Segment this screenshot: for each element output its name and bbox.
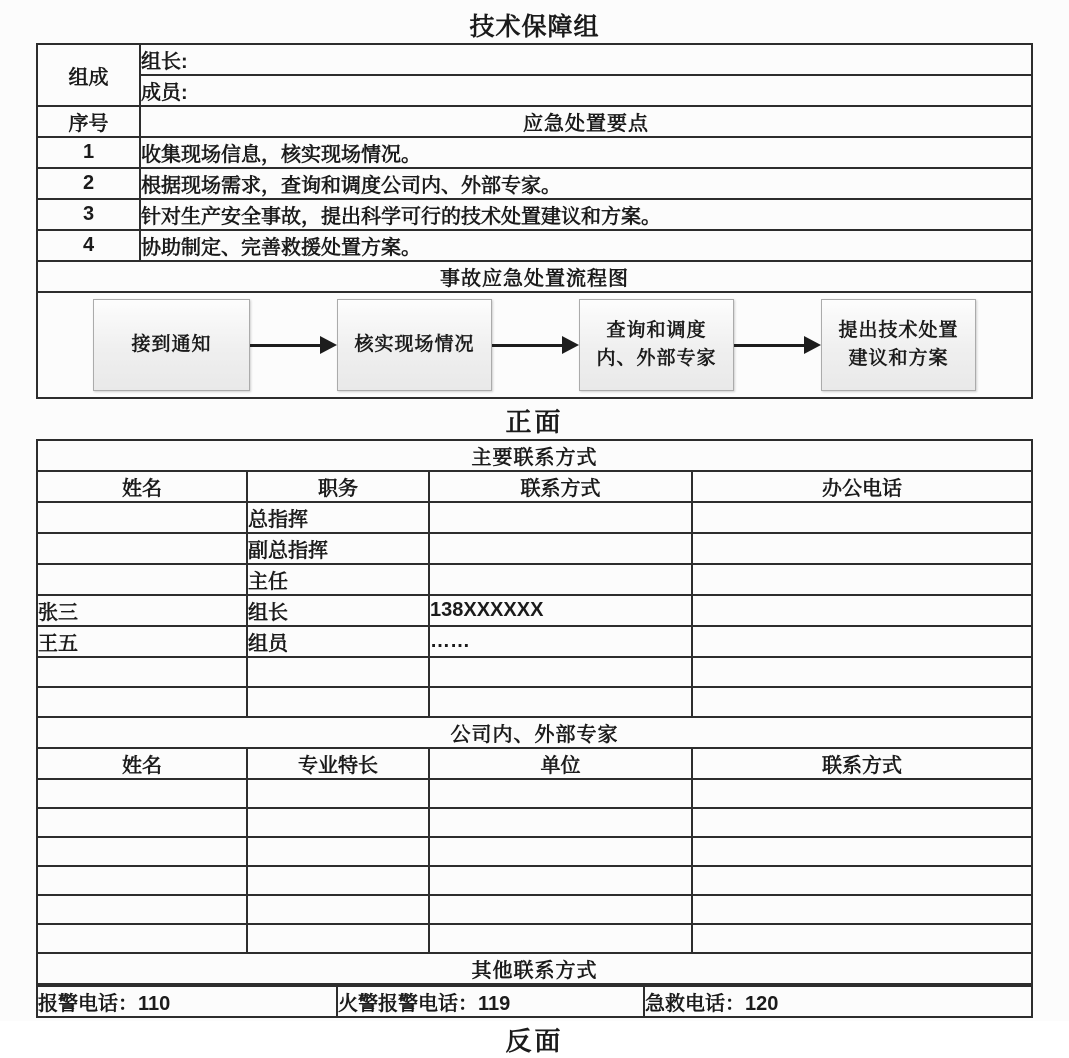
points-row bbox=[37, 168, 1032, 199]
role-cell: 组长 bbox=[247, 595, 429, 626]
table-row bbox=[37, 75, 1032, 106]
expert-row bbox=[37, 779, 1032, 808]
point-number: 4 bbox=[37, 230, 140, 261]
page-title: 技术保障组 bbox=[469, 13, 600, 41]
contacts-title: 主要联系方式 bbox=[37, 440, 1032, 471]
contact-cell bbox=[429, 533, 692, 564]
flowchart bbox=[38, 293, 1031, 397]
points-row bbox=[37, 199, 1032, 230]
leader-field: 组长: bbox=[140, 44, 1032, 75]
contact-cell bbox=[429, 657, 692, 687]
column-header: 姓名 bbox=[37, 471, 247, 502]
name-cell bbox=[37, 533, 247, 564]
point-number: 3 bbox=[37, 199, 140, 230]
arrow-right-icon bbox=[492, 344, 562, 347]
members-field: 成员: bbox=[140, 75, 1032, 106]
contact-row bbox=[37, 564, 1032, 595]
point-text: 根据现场需求，查询和调度公司内、外部专家。 bbox=[140, 168, 1032, 199]
points-row bbox=[37, 230, 1032, 261]
back-table bbox=[36, 439, 1033, 985]
contact-row bbox=[37, 626, 1032, 657]
flow-step-2 bbox=[337, 299, 492, 391]
flow-step-1 bbox=[93, 299, 250, 391]
table-row bbox=[37, 44, 1032, 75]
flowchart-title: 事故应急处置流程图 bbox=[37, 261, 1032, 292]
name-cell bbox=[37, 502, 247, 533]
column-header: 姓名 bbox=[37, 748, 247, 779]
contact-row bbox=[37, 502, 1032, 533]
column-header: 联系方式 bbox=[692, 748, 1032, 779]
ambulance-phone: 急救电话：120 bbox=[644, 986, 1032, 1017]
expert-row bbox=[37, 837, 1032, 866]
flow-step-label: 核实现场情况 bbox=[354, 334, 475, 356]
point-text: 协助制定、完善救援处置方案。 bbox=[140, 230, 1032, 261]
contact-row bbox=[37, 595, 1032, 626]
role-cell: 总指挥 bbox=[247, 502, 429, 533]
role-cell: 副总指挥 bbox=[247, 533, 429, 564]
front-table bbox=[36, 43, 1033, 399]
flow-step-label: 查询和调度 bbox=[606, 320, 707, 342]
fire-phone: 火警报警电话：119 bbox=[337, 986, 644, 1017]
office-cell bbox=[692, 564, 1032, 595]
flow-step-label: 接到通知 bbox=[131, 334, 212, 356]
points-row bbox=[37, 137, 1032, 168]
office-cell bbox=[692, 595, 1032, 626]
role-cell bbox=[247, 687, 429, 717]
other-contacts-title: 其他联系方式 bbox=[37, 953, 1032, 984]
office-cell bbox=[692, 502, 1032, 533]
flowchart-row bbox=[37, 292, 1032, 398]
experts-title: 公司内、外部专家 bbox=[37, 717, 1032, 748]
arrow-right-icon bbox=[734, 344, 804, 347]
flowchart-cell bbox=[37, 292, 1032, 398]
phones-table bbox=[36, 985, 1033, 1018]
role-cell bbox=[247, 657, 429, 687]
point-text: 针对生产安全事故，提出科学可行的技术处置建议和方案。 bbox=[140, 199, 1032, 230]
office-cell bbox=[692, 626, 1032, 657]
flow-step-label: 建议和方案 bbox=[848, 348, 949, 369]
expert-row bbox=[37, 924, 1032, 953]
role-cell: 主任 bbox=[247, 564, 429, 595]
office-cell bbox=[692, 657, 1032, 687]
name-cell bbox=[37, 564, 247, 595]
name-cell: 王五 bbox=[37, 626, 247, 657]
flow-step-label: 提出技术处置 bbox=[838, 320, 959, 342]
table-row bbox=[37, 106, 1032, 137]
expert-row bbox=[37, 895, 1032, 924]
table-row bbox=[37, 261, 1032, 292]
contacts-header-row bbox=[37, 471, 1032, 502]
point-number: 1 bbox=[37, 137, 140, 168]
contact-cell: …… bbox=[429, 626, 692, 657]
contact-cell: 138XXXXXX bbox=[429, 595, 692, 626]
name-cell bbox=[37, 657, 247, 687]
point-text: 收集现场信息，核实现场情况。 bbox=[140, 137, 1032, 168]
flow-step-4 bbox=[821, 299, 976, 391]
seq-header: 序号 bbox=[37, 106, 140, 137]
contact-cell bbox=[429, 564, 692, 595]
police-phone: 报警电话：110 bbox=[37, 986, 337, 1017]
name-cell bbox=[37, 687, 247, 717]
composition-label: 组成 bbox=[37, 44, 140, 106]
column-header: 联系方式 bbox=[429, 471, 692, 502]
column-header: 办公电话 bbox=[692, 471, 1032, 502]
column-header: 职务 bbox=[247, 471, 429, 502]
contact-cell bbox=[429, 687, 692, 717]
office-cell bbox=[692, 533, 1032, 564]
points-header: 应急处置要点 bbox=[140, 106, 1032, 137]
expert-row bbox=[37, 808, 1032, 837]
flow-step-label: 内、外部专家 bbox=[596, 348, 717, 369]
contact-cell bbox=[429, 502, 692, 533]
table-row bbox=[37, 440, 1032, 471]
column-header: 单位 bbox=[429, 748, 692, 779]
arrow-right-icon bbox=[250, 344, 320, 347]
contact-row bbox=[37, 687, 1032, 717]
name-cell: 张三 bbox=[37, 595, 247, 626]
contact-row bbox=[37, 533, 1032, 564]
experts-header-row bbox=[37, 748, 1032, 779]
flow-step-3 bbox=[579, 299, 734, 391]
expert-row bbox=[37, 866, 1032, 895]
table-row bbox=[37, 953, 1032, 984]
role-cell: 组员 bbox=[247, 626, 429, 657]
back-side-label: 反面 bbox=[505, 1026, 564, 1056]
point-number: 2 bbox=[37, 168, 140, 199]
office-cell bbox=[692, 687, 1032, 717]
table-row bbox=[37, 717, 1032, 748]
phones-row bbox=[37, 986, 1032, 1017]
front-side-label: 正面 bbox=[505, 407, 564, 437]
contact-row bbox=[37, 657, 1032, 687]
column-header: 专业特长 bbox=[247, 748, 429, 779]
